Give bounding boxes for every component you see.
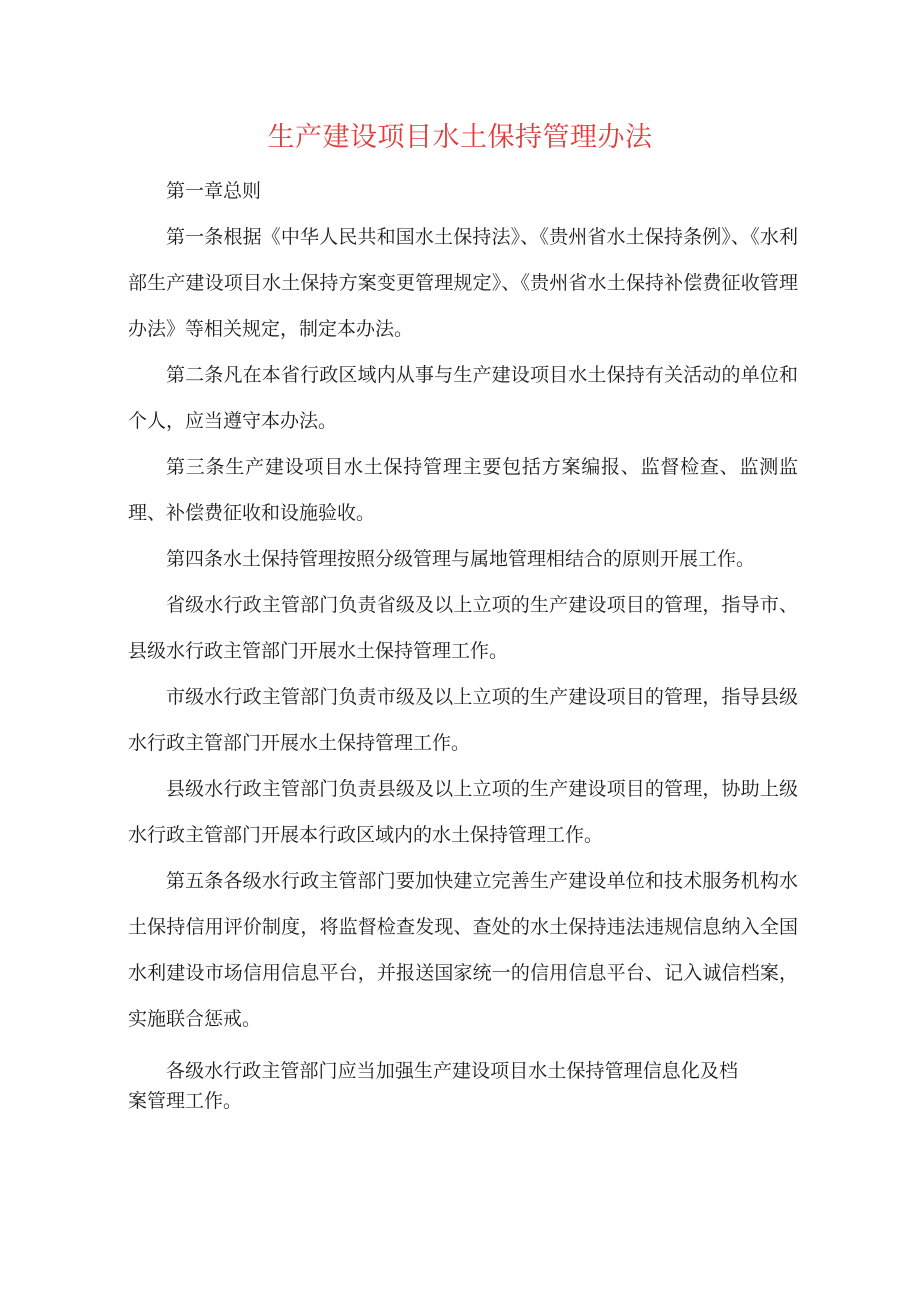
article-5-records: 各级水行政主管部门应当加强生产建设项目水土保持管理信息化及档案管理工作。 bbox=[128, 1060, 738, 1112]
article-4-provincial: 省级水行政主管部门负责省级及以上立项的生产建设项目的管理，指导市、县级水行政主管部门开展水土保持管理工作。 bbox=[128, 594, 798, 662]
article-5: 第五条各级水行政主管部门要加快建立完善生产建设单位和技术服务机构水土保持信用评价制度，将监督检查发现、查处的水土保持违法违规信息纳入全国水利建设市场信用信息平台，并报送国家统一的信用信息平台、记入诚信档案，实施联合惩戒。 bbox=[128, 870, 798, 1030]
document-title: 生产建设项目水土保持管理办法 bbox=[267, 122, 653, 153]
chapter-heading: 第一章总则 bbox=[166, 180, 262, 202]
article-4: 第四条水土保持管理按照分级管理与属地管理相结合的原则开展工作。 bbox=[166, 548, 756, 570]
document-body bbox=[128, 168, 798, 1116]
article-4-county: 县级水行政主管部门负责县级及以上立项的生产建设项目的管理，协助上级水行政主管部门开展本行政区域内的水土保持管理工作。 bbox=[128, 778, 798, 846]
article-4-municipal: 市级水行政主管部门负责市级及以上立项的生产建设项目的管理，指导县级水行政主管部门开展水土保持管理工作。 bbox=[128, 686, 798, 754]
article-3: 第三条生产建设项目水土保持管理主要包括方案编报、监督检查、监测监理、补偿费征收和设施验收。 bbox=[128, 456, 798, 524]
article-1: 第一条根据《中华人民共和国水土保持法》、《贵州省水土保持条例》、《水利部生产建设项目水土保持方案变更管理规定》、《贵州省水土保持补偿费征收管理办法》等相关规定，制定本办法。 bbox=[128, 226, 798, 340]
article-2: 第二条凡在本省行政区域内从事与生产建设项目水土保持有关活动的单位和个人，应当遵守本办法。 bbox=[128, 364, 798, 432]
